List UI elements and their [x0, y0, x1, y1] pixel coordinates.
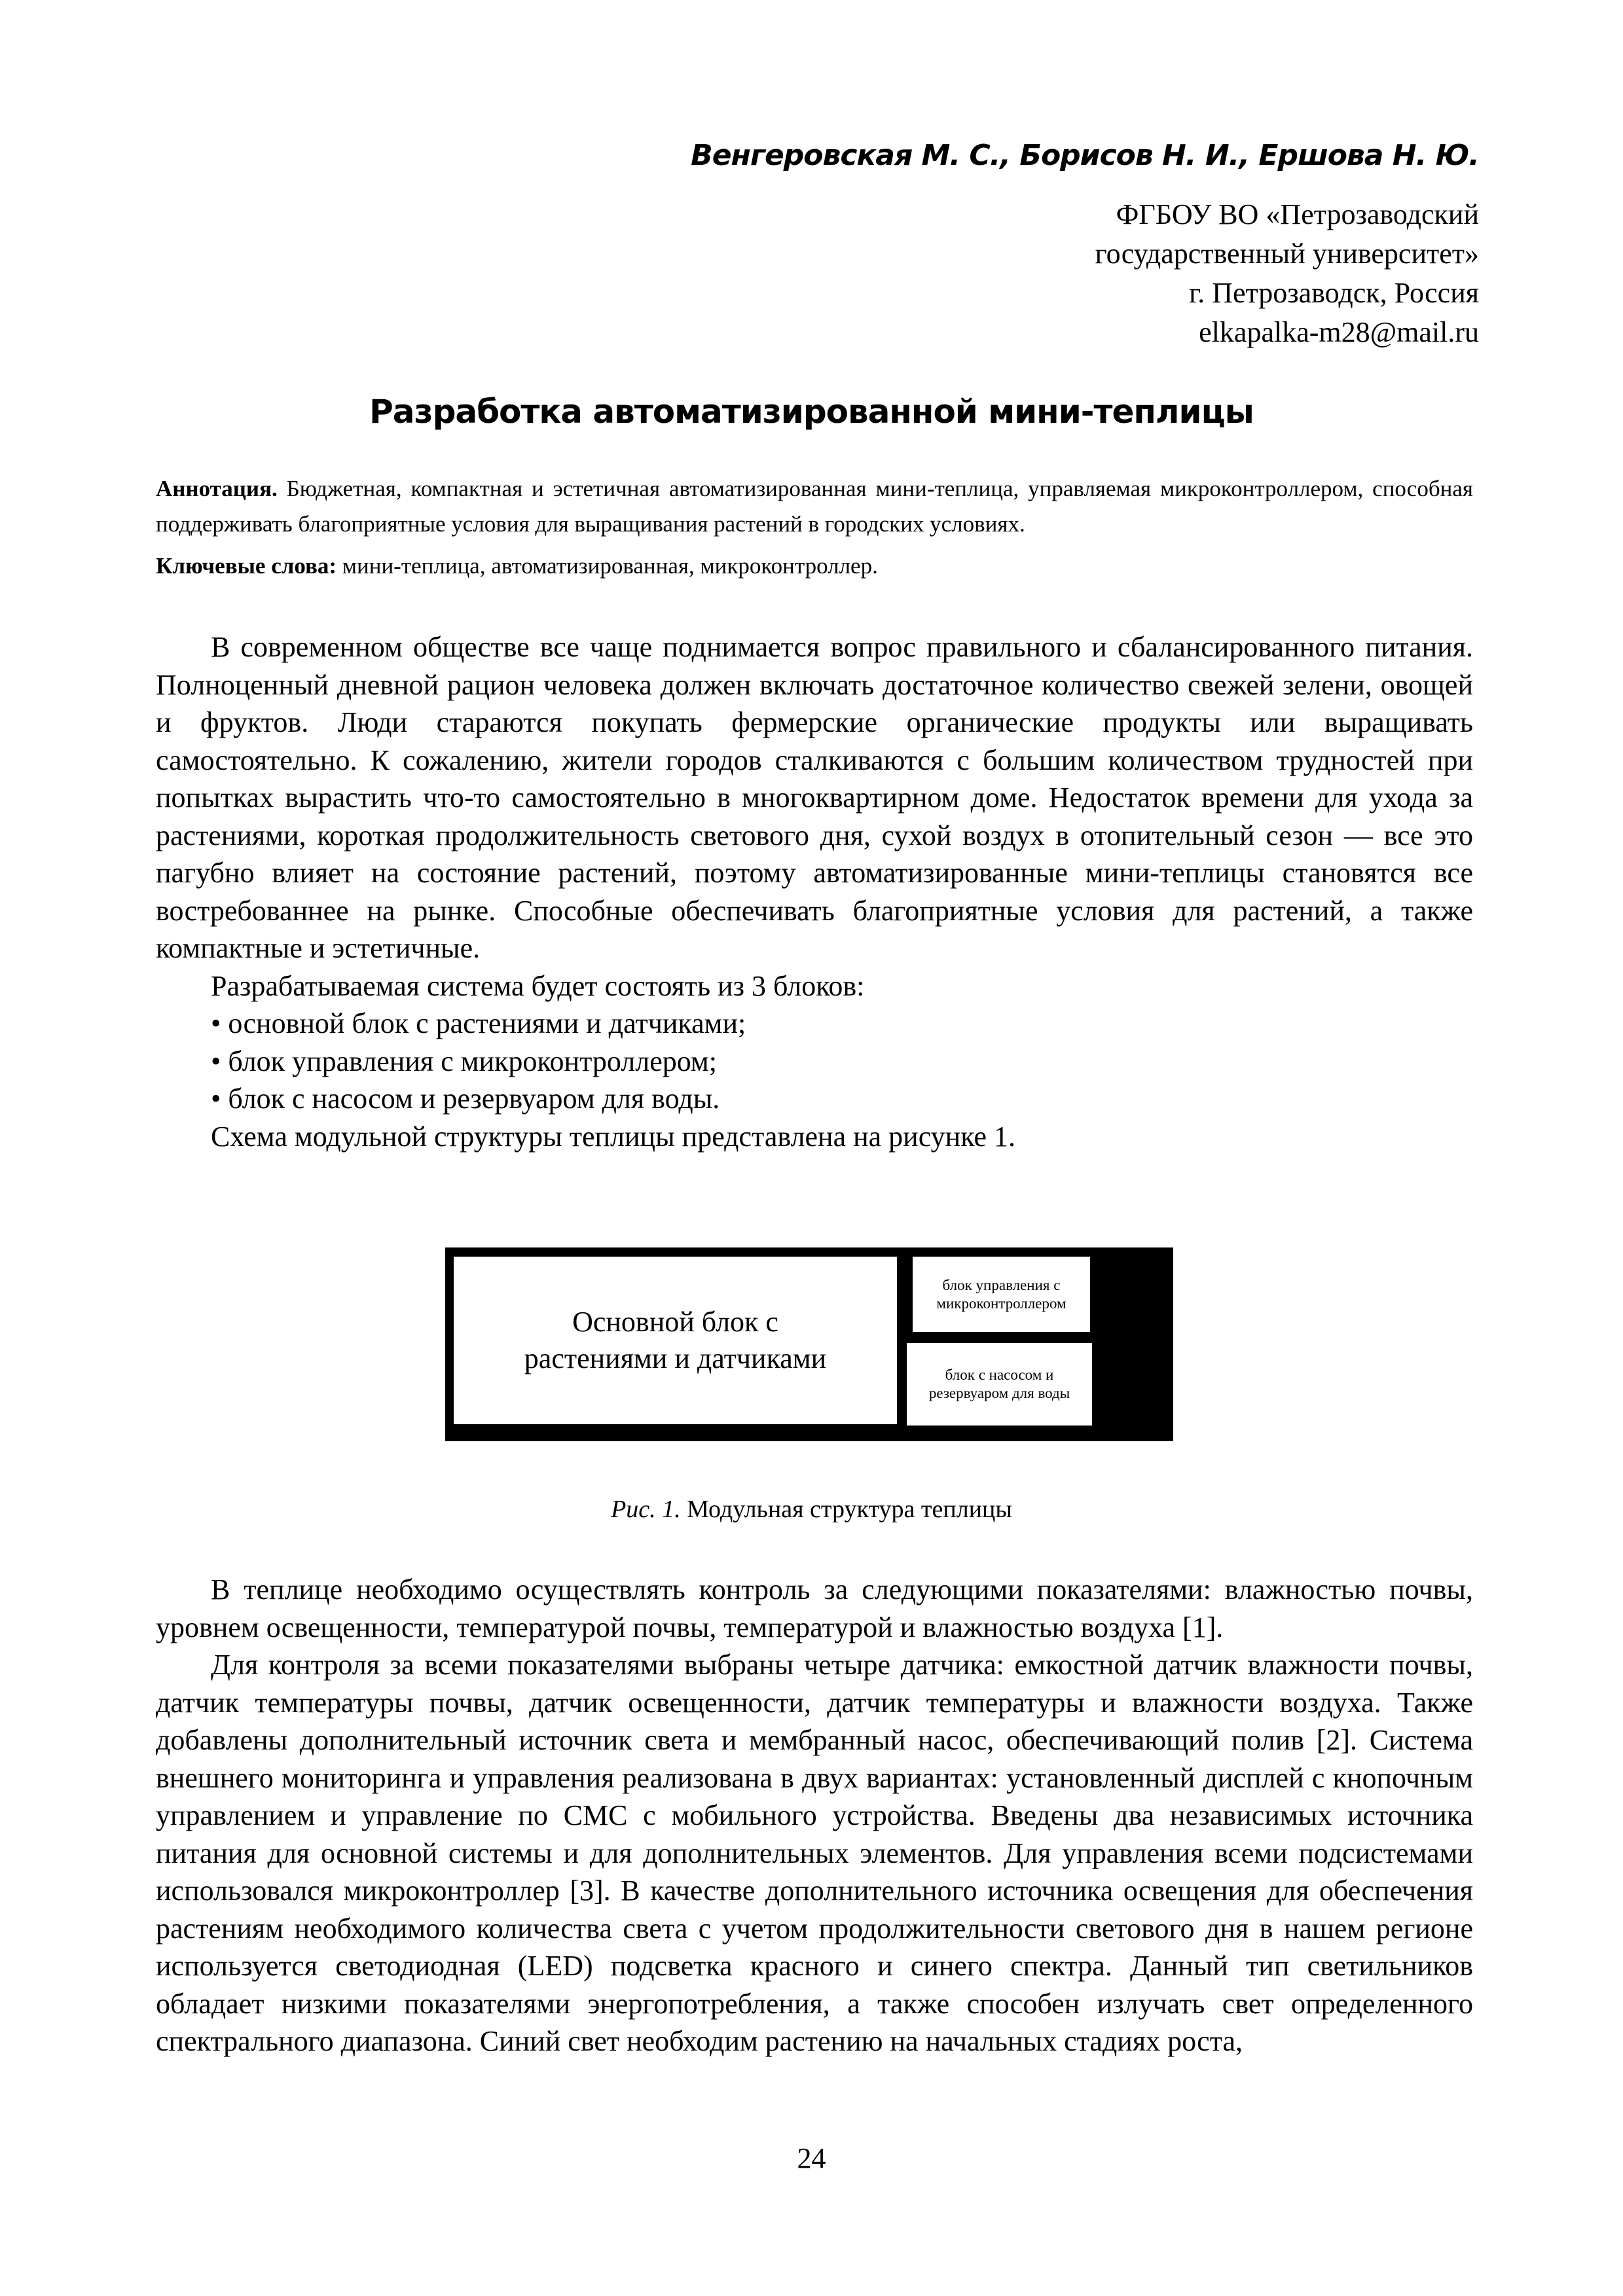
abstract [156, 471, 1473, 542]
affiliation-email[interactable]: elkapalka-m28@mail.ru [1199, 316, 1479, 348]
diagram-pump-block-label-line: резервуаром для воды [928, 1385, 1070, 1401]
list-item: • блок управления с микроконтроллером; [211, 1045, 717, 1077]
diagram-control-block [913, 1257, 1090, 1332]
author-list: Венгеровская М. С., Борисов Н. И., Ершова Н. Ю. [691, 139, 1479, 172]
diagram-main-block-label-line: Основной блок с [572, 1306, 778, 1338]
figure-reference: Схема модульной структуры теплицы представлена на рисунке 1. [211, 1120, 1016, 1153]
diagram-main-block-label-line: растениями и датчиками [524, 1342, 827, 1374]
diagram-pump-block [907, 1343, 1092, 1426]
list-item: • основной блок с растениями и датчиками; [211, 1007, 746, 1039]
paper-title: Разработка автоматизированной мини-теплицы [369, 393, 1254, 431]
list-intro: Разрабатываемая система будет состоять из 3 блоков: [211, 969, 865, 1002]
affiliation-line-city: г. Петрозаводск, Россия [1189, 277, 1479, 309]
keywords-label: Ключевые слова: [156, 553, 337, 579]
diagram-control-block-label-line: микроконтроллером [936, 1295, 1067, 1312]
figure-caption-text: Модульная структура теплицы [680, 1496, 1012, 1523]
keywords-text: мини-теплица, автоматизированная, микроконтроллер. [337, 553, 878, 579]
figure-caption [0, 1495, 1623, 1524]
affiliation-block [1095, 195, 1479, 352]
diagram-control-block-label-line: блок управления с [942, 1276, 1061, 1293]
body-section-sensors [156, 1571, 1473, 2060]
figure-caption-number: Рис. 1. [611, 1496, 681, 1523]
body-paragraph: Для контроля за всеми показателями выбраны четыре датчика: емкостной датчик влажности почвы, датчик температуры почвы, датчик освещенности, датчик температуры и влажности воздуха. Также добавлены дополнительный источник света и мембранный насос, обеспечивающий полив [2]. Система внешнего мониторинга и управления реализована в двух вариантах: установленный дисплей с кнопочным управлением и управление по СМС с мобильного устройства. Введены два независимых источника питания для основной системы и для дополнительных элементов. Для управления всеми подсистемами использовался микроконтроллер [3]. В качестве дополнительного источника освещения для обеспечения растениям необходимого количества света с учетом продолжительности светового дня в нашем регионе используется светодиодная (LED) подсветка красного и синего спектра. Данный тип светильников обладает низкими показателями энергопотребления, а также способен излучать свет определенного спектрального диапазона. Синий свет необходим растению на начальных стадиях роста, [156, 1649, 1473, 2057]
abstract-text: Бюджетная, компактная и эстетичная автоматизированная мини-теплица, управляемая микроконтроллером, способная поддерживать благоприятные условия для выращивания растений в городских условиях. [156, 476, 1473, 537]
list-item: • блок с насосом и резервуаром для воды. [211, 1083, 720, 1115]
affiliation-line-org: ФГБОУ ВО «Петрозаводский [1116, 198, 1479, 230]
body-section-intro [156, 628, 1473, 1155]
body-paragraph: В теплице необходимо осуществлять контроль за следующими показателями: влажностью почвы, уровнем освещенности, температурой почвы, температурой и влажностью воздуха [1]. [156, 1573, 1473, 1643]
affiliation-line-university: государственный университет» [1095, 238, 1479, 270]
body-paragraph: В современном обществе все чаще поднимается вопрос правильного и сбалансированного питания. Полноценный дневной рацион человека должен включать достаточное количество свежей зелени, овощей и фруктов. Люди стараются покупать фермерские органические продукты или выращивать самостоятельно. К сожалению, жители городов сталкиваются с большим количеством трудностей при попытках вырастить что-то самостоятельно в многоквартирном доме. Недостаток времени для ухода за растениями, короткая продолжительность светового дня, сухой воздух в отопительный сезон — все это пагубно влияет на состояние растений, поэтому автоматизированные мини-теплицы становятся все востребованнее на рынке. Способные обеспечивать благоприятные условия для растений, а также компактные и эстетичные. [156, 631, 1473, 964]
diagram-main-block [454, 1257, 897, 1424]
keywords [156, 548, 1473, 584]
abstract-label: Аннотация. [156, 476, 278, 501]
modular-structure-diagram [445, 1247, 1173, 1441]
page-number: 24 [797, 2142, 826, 2174]
diagram-pump-block-label-line: блок с насосом и [945, 1367, 1054, 1383]
